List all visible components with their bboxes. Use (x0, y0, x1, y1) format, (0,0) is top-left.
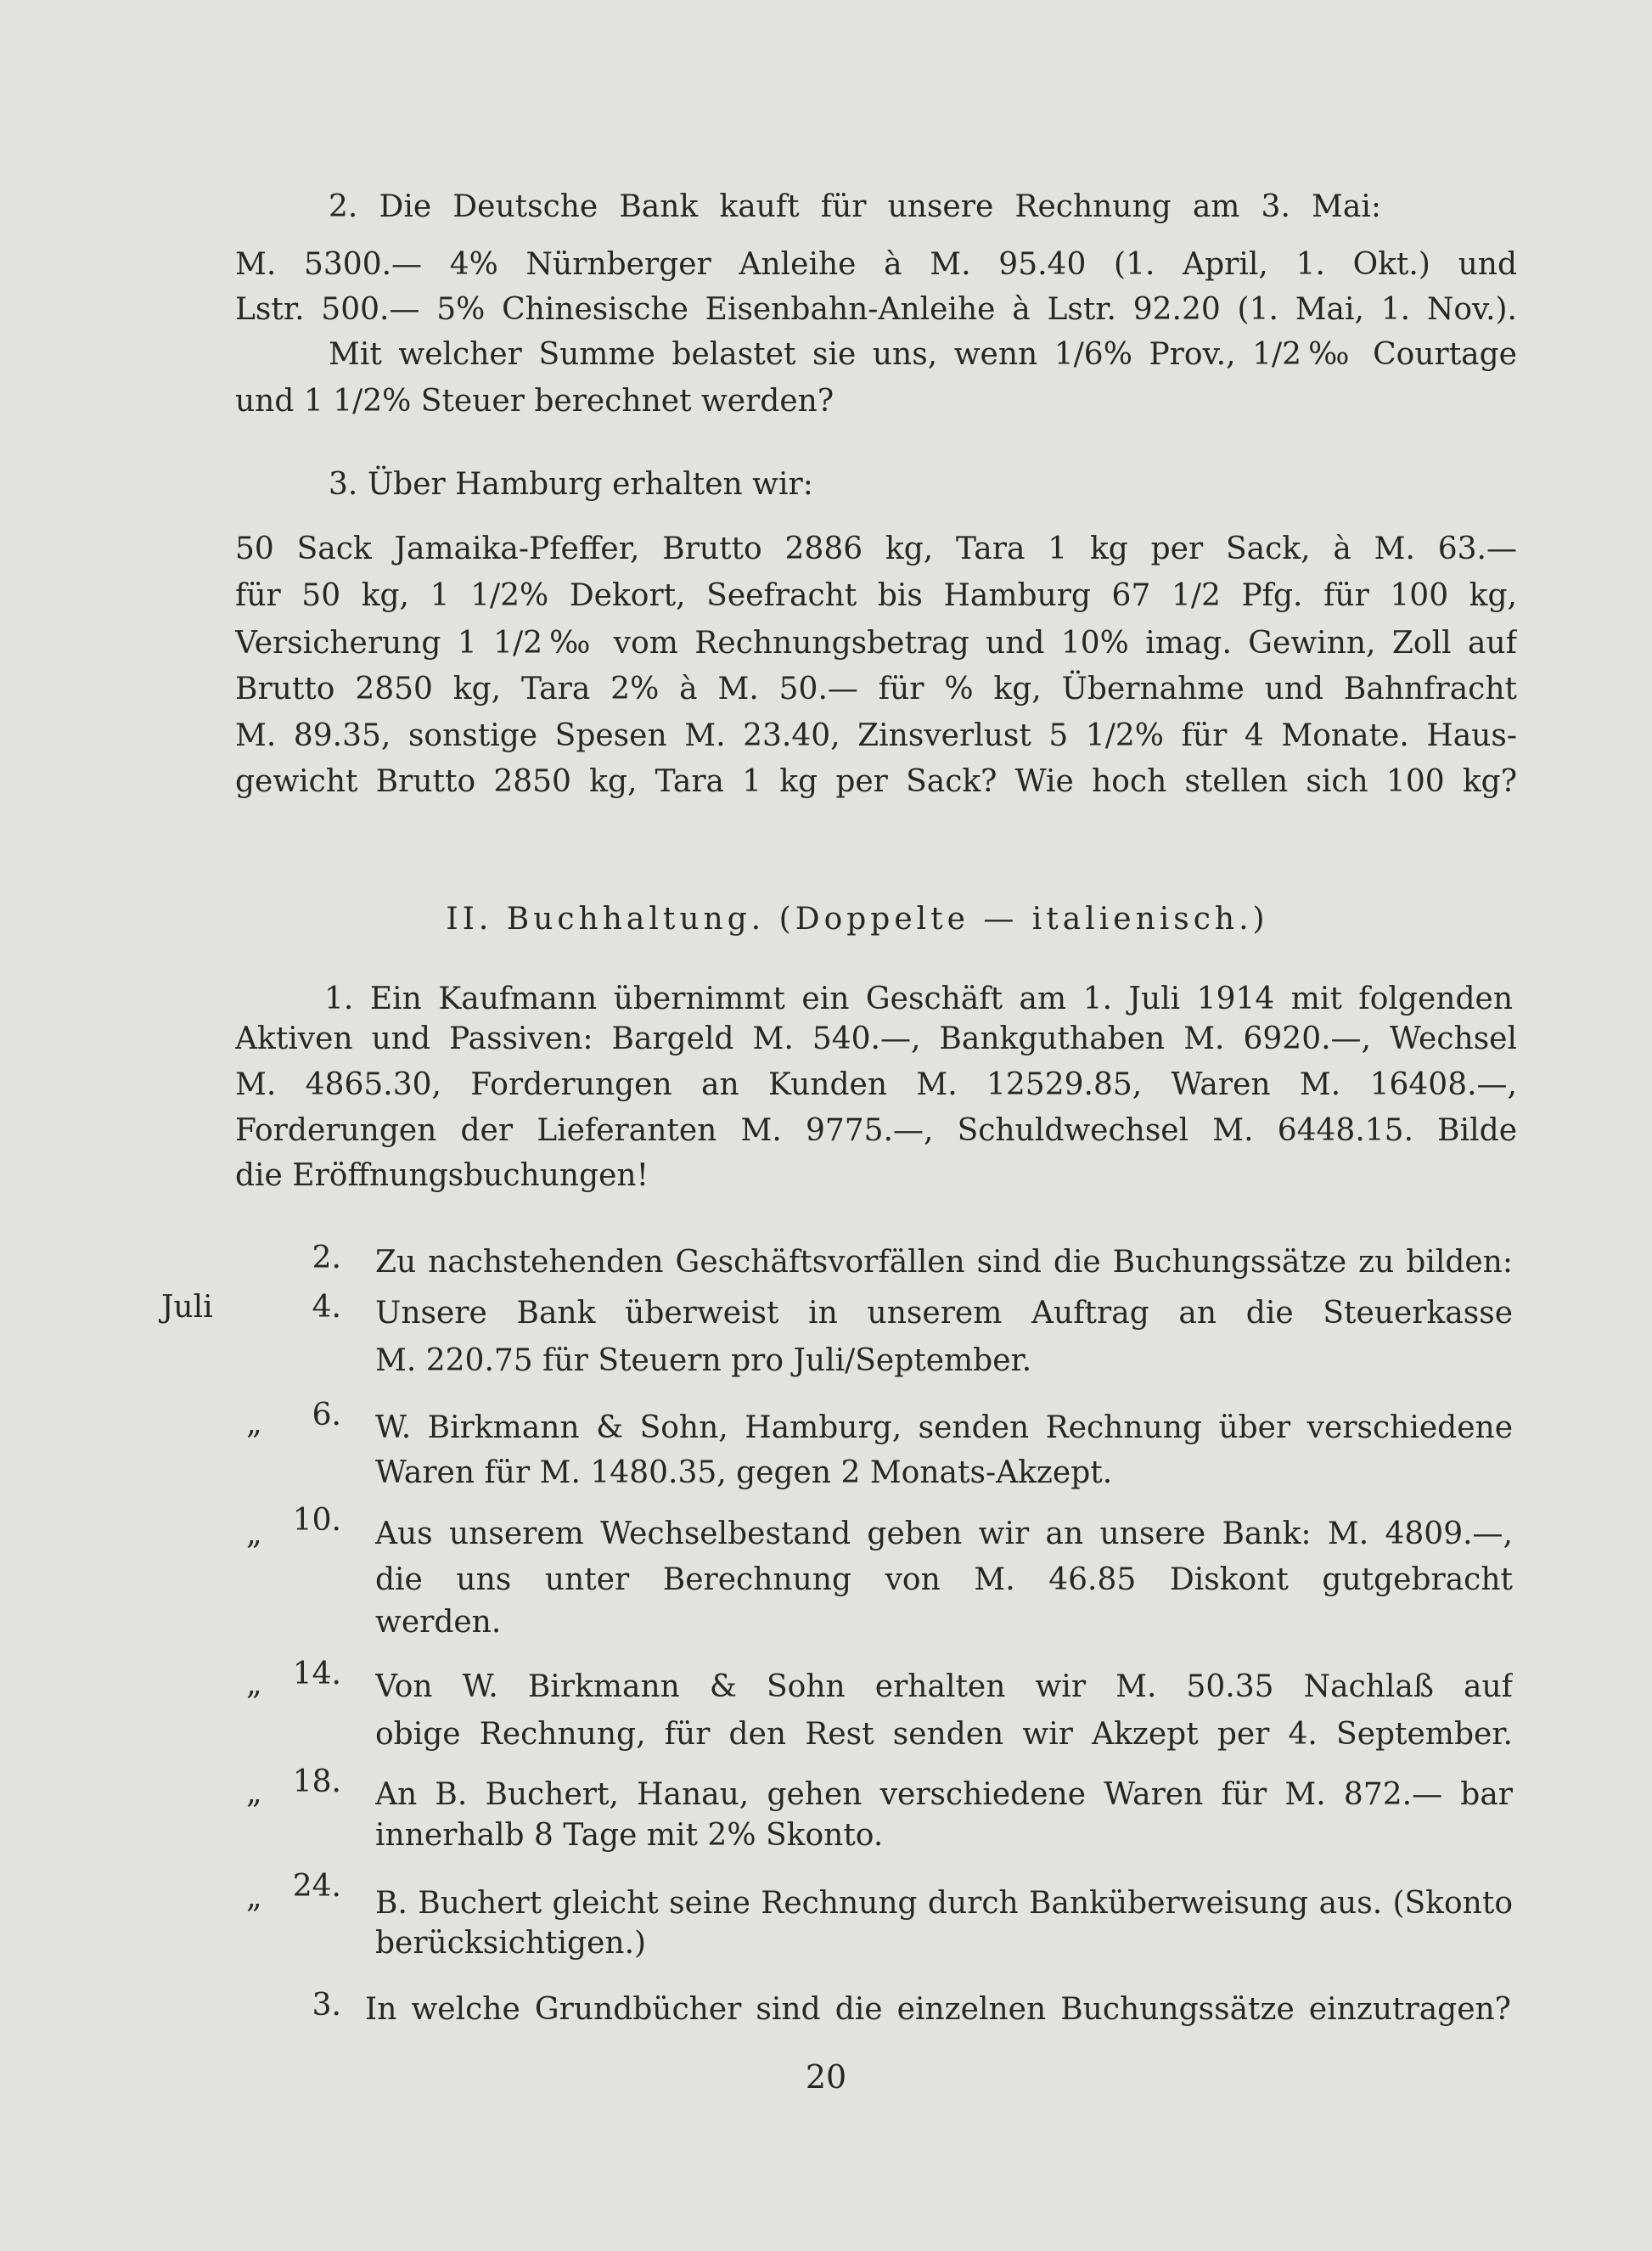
problem-3-intro: 3. Über Hamburg erhalten wir: (329, 467, 813, 502)
problem-1-number: 1. (324, 982, 354, 1016)
entry-day: 24. (292, 1869, 341, 1904)
entry-text: werden. (375, 1605, 502, 1640)
entry-text: die uns unter Berechnung von M. 46.85 Diskont gutgebracht (375, 1562, 1513, 1597)
problem-2b-intro: Zu nachstehenden Geschäftsvorfällen sind die Buchungssätze zu bilden: (375, 1245, 1513, 1280)
entry-day: 14. (292, 1657, 341, 1691)
text-line: die Eröffnungsbuchungen! (235, 1158, 649, 1193)
entry-month: Juli (161, 1290, 213, 1325)
text-line: Versicherung 1 1/2‰ vom Rechnungsbetrag und 10% imag. Gewinn, Zoll auf (235, 626, 1517, 661)
entry-text: berücksichtigen.) (375, 1926, 647, 1961)
problem-2-number: 2. (329, 189, 358, 224)
entry-day: 6. (312, 1398, 341, 1432)
problem-3b-number: 3. (312, 1988, 341, 2023)
problem-2-line-1 (329, 184, 1381, 230)
problem-3b-text: In welche Grundbücher sind die einzelnen Buchungssätze einzutragen? (365, 1992, 1511, 2027)
entry-text: Von W. Birkmann & Sohn erhalten wir M. 50.35 Nachlaß auf (375, 1669, 1513, 1704)
entry-text: innerhalb 8 Tage mit 2% Skonto. (375, 1818, 884, 1853)
entry-day: 4. (312, 1290, 341, 1325)
text-line: 50 Sack Jamaika-Pfeffer, Brutto 2886 kg, Tara 1 kg per Sack, à M. 63.— (235, 532, 1517, 566)
ditto-mark: „ (246, 1775, 262, 1810)
entry-text: W. Birkmann & Sohn, Hamburg, senden Rechnung über verschiedene (375, 1410, 1513, 1445)
entry-text: Aus unserem Wechselbestand geben wir an unsere Bank: M. 4809.—, (375, 1517, 1513, 1551)
text-line: M. 5300.— 4% Nürnberger Anleihe à M. 95.40 (1. April, 1. Okt.) und (235, 247, 1517, 282)
entry-text: B. Buchert gleicht seine Rechnung durch Banküberweisung aus. (Skonto (375, 1886, 1513, 1921)
problem-1-line-1: 1. Ein Kaufmann übernimmt ein Geschäft am 1. Juli 1914 mit folgenden (324, 982, 1513, 1016)
entry-day: 18. (292, 1764, 341, 1799)
text-line: M. 4865.30, Forderungen an Kunden M. 12529.85, Waren M. 16408.—, (235, 1067, 1517, 1102)
text-line: M. 89.35, sonstige Spesen M. 23.40, Zinsverlust 5 1/2% für 4 Monate. Haus- (235, 718, 1517, 753)
text-line: und 1 1/2% Steuer berechnet werden? (235, 384, 834, 419)
ditto-mark: „ (246, 1406, 262, 1441)
problem-3-number: 3. (329, 467, 358, 502)
text-line: Mit welcher Summe belastet sie uns, wenn 1/6% Prov., 1/2‰ Courtage (329, 337, 1517, 372)
text-line: für 50 kg, 1 1/2% Dekort, Seefracht bis Hamburg 67 1/2 Pfg. für 100 kg, (235, 578, 1517, 613)
entry-text: obige Rechnung, für den Rest senden wir Akzept per 4. September. (375, 1717, 1513, 1752)
entry-text: M. 220.75 für Steuern pro Juli/September. (375, 1343, 1032, 1378)
entry-text: Waren für M. 1480.35, gegen 2 Monats-Akzept. (375, 1455, 1113, 1490)
section-heading: II. Buchhaltung. (Doppelte — italienisch.) (446, 902, 1269, 937)
page-number: 20 (805, 2058, 847, 2096)
text-line: Lstr. 500.— 5% Chinesische Eisenbahn-Anleihe à Lstr. 92.20 (1. Mai, 1. Nov.). (235, 292, 1517, 327)
text-line: Aktiven und Passiven: Bargeld M. 540.—, Bankguthaben M. 6920.—, Wechsel (235, 1021, 1517, 1056)
problem-2b-number: 2. (312, 1241, 341, 1275)
entry-text: An B. Buchert, Hanau, gehen verschiedene Waren für M. 872.— bar (375, 1777, 1513, 1812)
entry-text: Unsere Bank überweist in unserem Auftrag an die Steuerkasse (375, 1296, 1513, 1331)
text-line: Brutto 2850 kg, Tara 2% à M. 50.— für % kg, Übernahme und Bahnfracht (235, 672, 1517, 706)
entry-day: 10. (292, 1503, 341, 1538)
ditto-mark: „ (246, 1880, 262, 1915)
problem-2-text: Die Deutsche Bank kauft für unsere Rechnung am 3. Mai: (379, 189, 1381, 224)
text-line: Forderungen der Lieferanten M. 9775.—, Schuldwechsel M. 6448.15. Bilde (235, 1113, 1517, 1148)
text-line: gewicht Brutto 2850 kg, Tara 1 kg per Sack? Wie hoch stellen sich 100 kg? (235, 764, 1517, 799)
ditto-mark: „ (246, 1517, 262, 1551)
ditto-mark: „ (246, 1667, 262, 1702)
